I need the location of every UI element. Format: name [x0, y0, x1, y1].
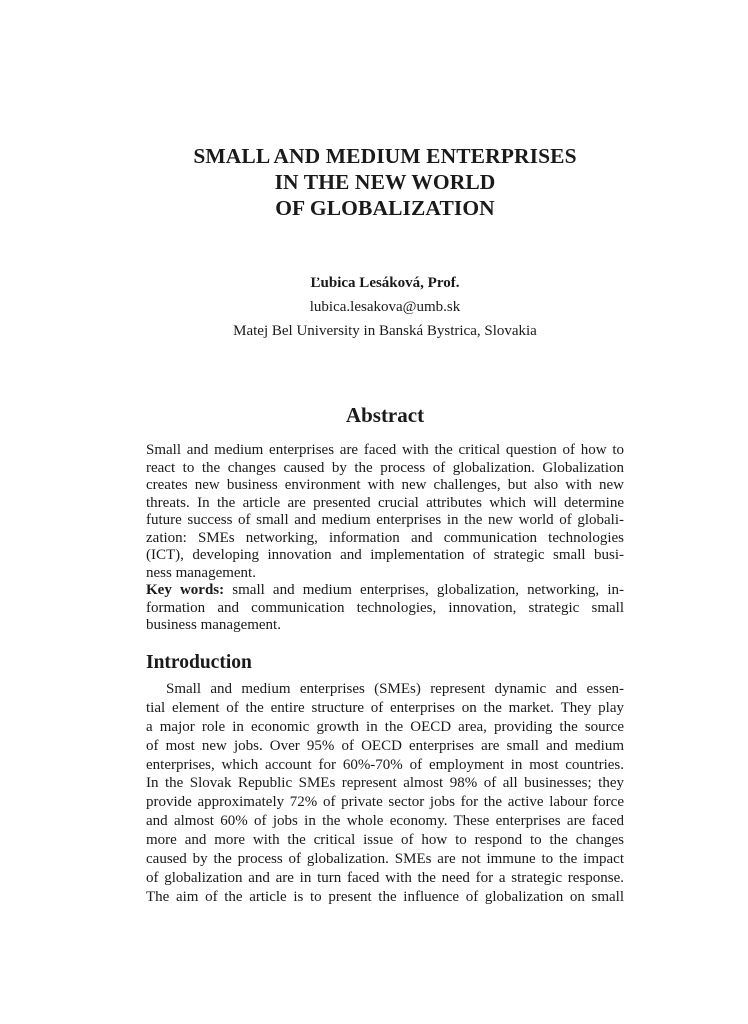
abstract-line: (ICT), developing innovation and implementation of strategic small busi-	[146, 547, 624, 563]
title-line: SMALL AND MEDIUM ENTERPRISES	[193, 144, 577, 168]
introduction-line: of globalization and are in turn faced with the need for a strategic response.	[146, 869, 624, 886]
introduction-line: The aim of the article is to present the influence of globalization on small	[146, 888, 624, 905]
abstract-line: future success of small and medium enterprises in the new world of globali-	[146, 512, 624, 528]
introduction-line: tial element of the entire structure of enterprises on the market. They play	[146, 699, 624, 716]
title-line: IN THE NEW WORLD	[274, 170, 496, 194]
abstract-line: creates new business environment with new challenges, but also with new	[146, 477, 624, 493]
introduction-line: enterprises, which account for 60%-70% of employment in most countries.	[146, 756, 624, 773]
abstract-text	[146, 442, 624, 582]
abstract-line: threats. In the article are presented crucial attributes which will determine	[146, 494, 624, 511]
introduction-line: Small and medium enterprises (SMEs) represent dynamic and essen-	[166, 681, 624, 697]
keywords-label: Key words:	[146, 582, 225, 598]
paper-title	[146, 143, 624, 221]
abstract-heading: Abstract	[345, 403, 425, 427]
abstract-line: zation: SMEs networking, information and communication technologies	[146, 529, 624, 546]
introduction-line: a major role in economic growth in the OECD area, providing the source	[146, 718, 624, 735]
introduction-line: provide approximately 72% of private sector jobs for the active labour force	[146, 794, 624, 811]
introduction-line: and almost 60% of jobs in the whole economy. These enterprises are faced	[146, 813, 624, 830]
introduction-line: In the Slovak Republic SMEs represent almost 98% of all businesses; they	[146, 775, 624, 792]
keywords	[146, 582, 624, 635]
keywords-line: business management.	[146, 617, 281, 633]
introduction-text	[146, 680, 624, 907]
introduction-line: of most new jobs. Over 95% of OECD enterprises are small and medium	[146, 737, 624, 754]
title-line: OF GLOBALIZATION	[275, 196, 495, 220]
author-affiliation: Matej Bel University in Banská Bystrica, Slovakia	[233, 323, 537, 339]
abstract-line: Small and medium enterprises are faced with the critical question of how to	[146, 442, 624, 458]
author-name: Ľubica Lesáková, Prof.	[310, 275, 460, 291]
keywords-line: formation and communication technologies, innovation, strategic small	[146, 599, 624, 616]
keywords-line	[146, 582, 624, 600]
abstract-line: ness management.	[146, 564, 256, 581]
author-email: lubica.lesakova@umb.sk	[309, 299, 461, 315]
introduction-line: more and more with the critical issue of how to respond to the changes	[146, 832, 624, 849]
abstract-line: react to the changes caused by the process of globalization. Globalization	[146, 459, 624, 476]
introduction-line: caused by the process of globalization. SMEs are not immune to the impact	[146, 851, 624, 868]
introduction-heading: Introduction	[146, 652, 252, 673]
keywords-text: small and medium enterprises, globalization, networking, in-	[224, 582, 624, 598]
